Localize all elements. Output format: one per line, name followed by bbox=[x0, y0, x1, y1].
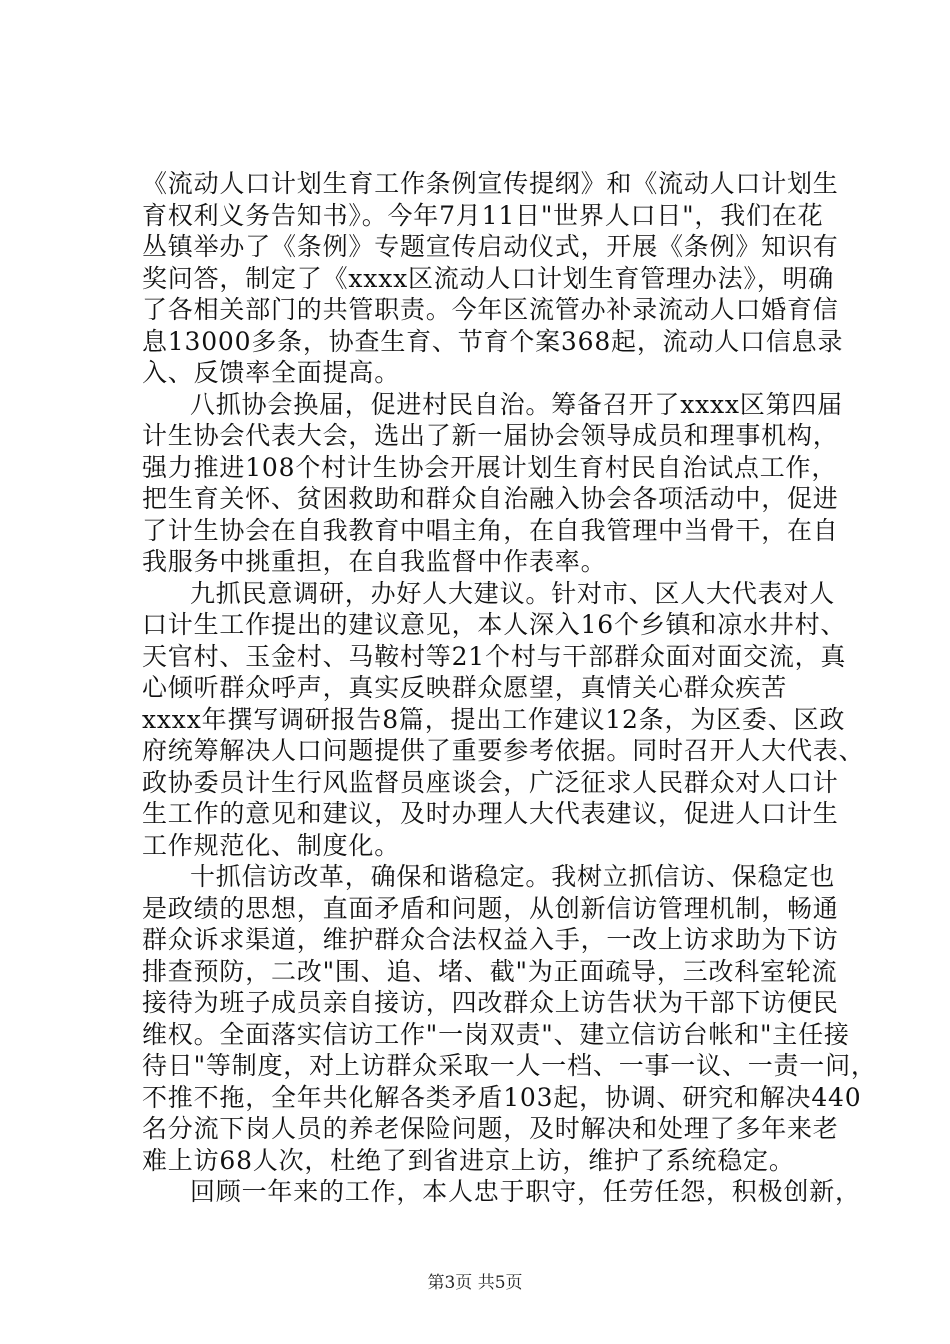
text-line: 群众诉求渠道，维护群众合法权益入手，一改上访求助为下访 bbox=[142, 925, 839, 954]
text-line: 奖问答，制定了《xxxx区流动人口计划生育管理办法》，明确 bbox=[142, 263, 835, 293]
text-line: 生工作的意见和建议，及时办理人大代表建议，促进人口计生 bbox=[142, 799, 839, 828]
text-line: 政协委员计生行风监督员座谈会，广泛征求人民群众对人口计 bbox=[142, 767, 839, 797]
paragraph-start-line: 九抓民意调研，办好人大建议。针对市、区人大代表对人 bbox=[190, 578, 836, 608]
text-line: 难上访68人次，杜绝了到省进京上访，维护了系统稳定。 bbox=[142, 1145, 795, 1175]
text-line: 育权利义务告知书》。今年7月11日"世界人口日"，我们在花 bbox=[142, 200, 824, 230]
text-line: 是政绩的思想，直面矛盾和问题，从创新信访管理机制，畅通 bbox=[142, 893, 839, 923]
text-line: 心倾听群众呼声，真实反映群众愿望，真情关心群众疾苦 bbox=[142, 673, 788, 702]
page-number-footer: 第3页 共5页 bbox=[427, 1273, 523, 1293]
text-line: 丛镇举办了《条例》专题宣传启动仪式，开展《条例》知识有 bbox=[142, 232, 839, 261]
text-line: 计生协会代表大会，选出了新一届协会领导成员和理事机构， bbox=[142, 421, 839, 450]
text-line: 了各相关部门的共管职责。今年区流管办补录流动人口婚育信 bbox=[142, 295, 839, 324]
text-line: 天官村、玉金村、马鞍村等21个村与干部群众面对面交流，真 bbox=[142, 641, 847, 671]
text-line: 息13000多条，协查生育、节育个案368起，流动人口信息录 bbox=[142, 326, 844, 356]
text-line: 工作规范化、制度化。 bbox=[142, 830, 401, 860]
text-line: 入、反馈率全面提高。 bbox=[142, 358, 401, 387]
document-body bbox=[142, 168, 877, 1208]
text-line: 待日"等制度，对上访群众采取一人一档、一事一议、一责一问， bbox=[142, 1051, 877, 1080]
text-line: 《流动人口计划生育工作条例宣传提纲》和《流动人口计划生 bbox=[142, 169, 839, 198]
text-line: 名分流下岗人员的养老保险问题，及时解决和处理了多年来老 bbox=[142, 1114, 839, 1143]
text-line: 接待为班子成员亲自接访，四改群众上访告状为干部下访便民 bbox=[142, 988, 839, 1017]
text-line: 强力推进108个村计生协会开展计划生育村民自治试点工作， bbox=[142, 452, 838, 482]
text-line: 把生育关怀、贫困救助和群众自治融入协会各项活动中，促进 bbox=[142, 484, 839, 513]
text-line: 维权。全面落实信访工作"一岗双责"、建立信访台帐和"主任接 bbox=[142, 1019, 850, 1049]
text-line: 不推不拖，全年共化解各类矛盾103起，协调、研究和解决440 bbox=[142, 1082, 862, 1112]
paragraph-start-line: 十抓信访改革，确保和谐稳定。我树立抓信访、保稳定也 bbox=[190, 862, 836, 891]
text-line: 了计生协会在自我教育中唱主角，在自我管理中当骨干，在自 bbox=[142, 515, 839, 545]
text-line: 排查预防，二改"围、追、堵、截"为正面疏导，三改科室轮流 bbox=[142, 956, 838, 986]
text-line: 府统筹解决人口问题提供了重要参考依据。同时召开人大代表、 bbox=[142, 736, 865, 765]
text-line: xxxx年撰写调研报告8篇，提出工作建议12条，为区委、区政 bbox=[142, 704, 846, 734]
text-line: 口计生工作提出的建议意见，本人深入16个乡镇和凉水井村、 bbox=[142, 610, 847, 639]
paragraph-start-line: 八抓协会换届，促进村民自治。筹备召开了xxxx区第四届 bbox=[190, 389, 843, 419]
text-line: 我服务中挑重担，在自我监督中作表率。 bbox=[142, 547, 607, 576]
paragraph-start-line: 回顾一年来的工作，本人忠于职守，任劳任怨，积极创新， bbox=[190, 1177, 861, 1206]
